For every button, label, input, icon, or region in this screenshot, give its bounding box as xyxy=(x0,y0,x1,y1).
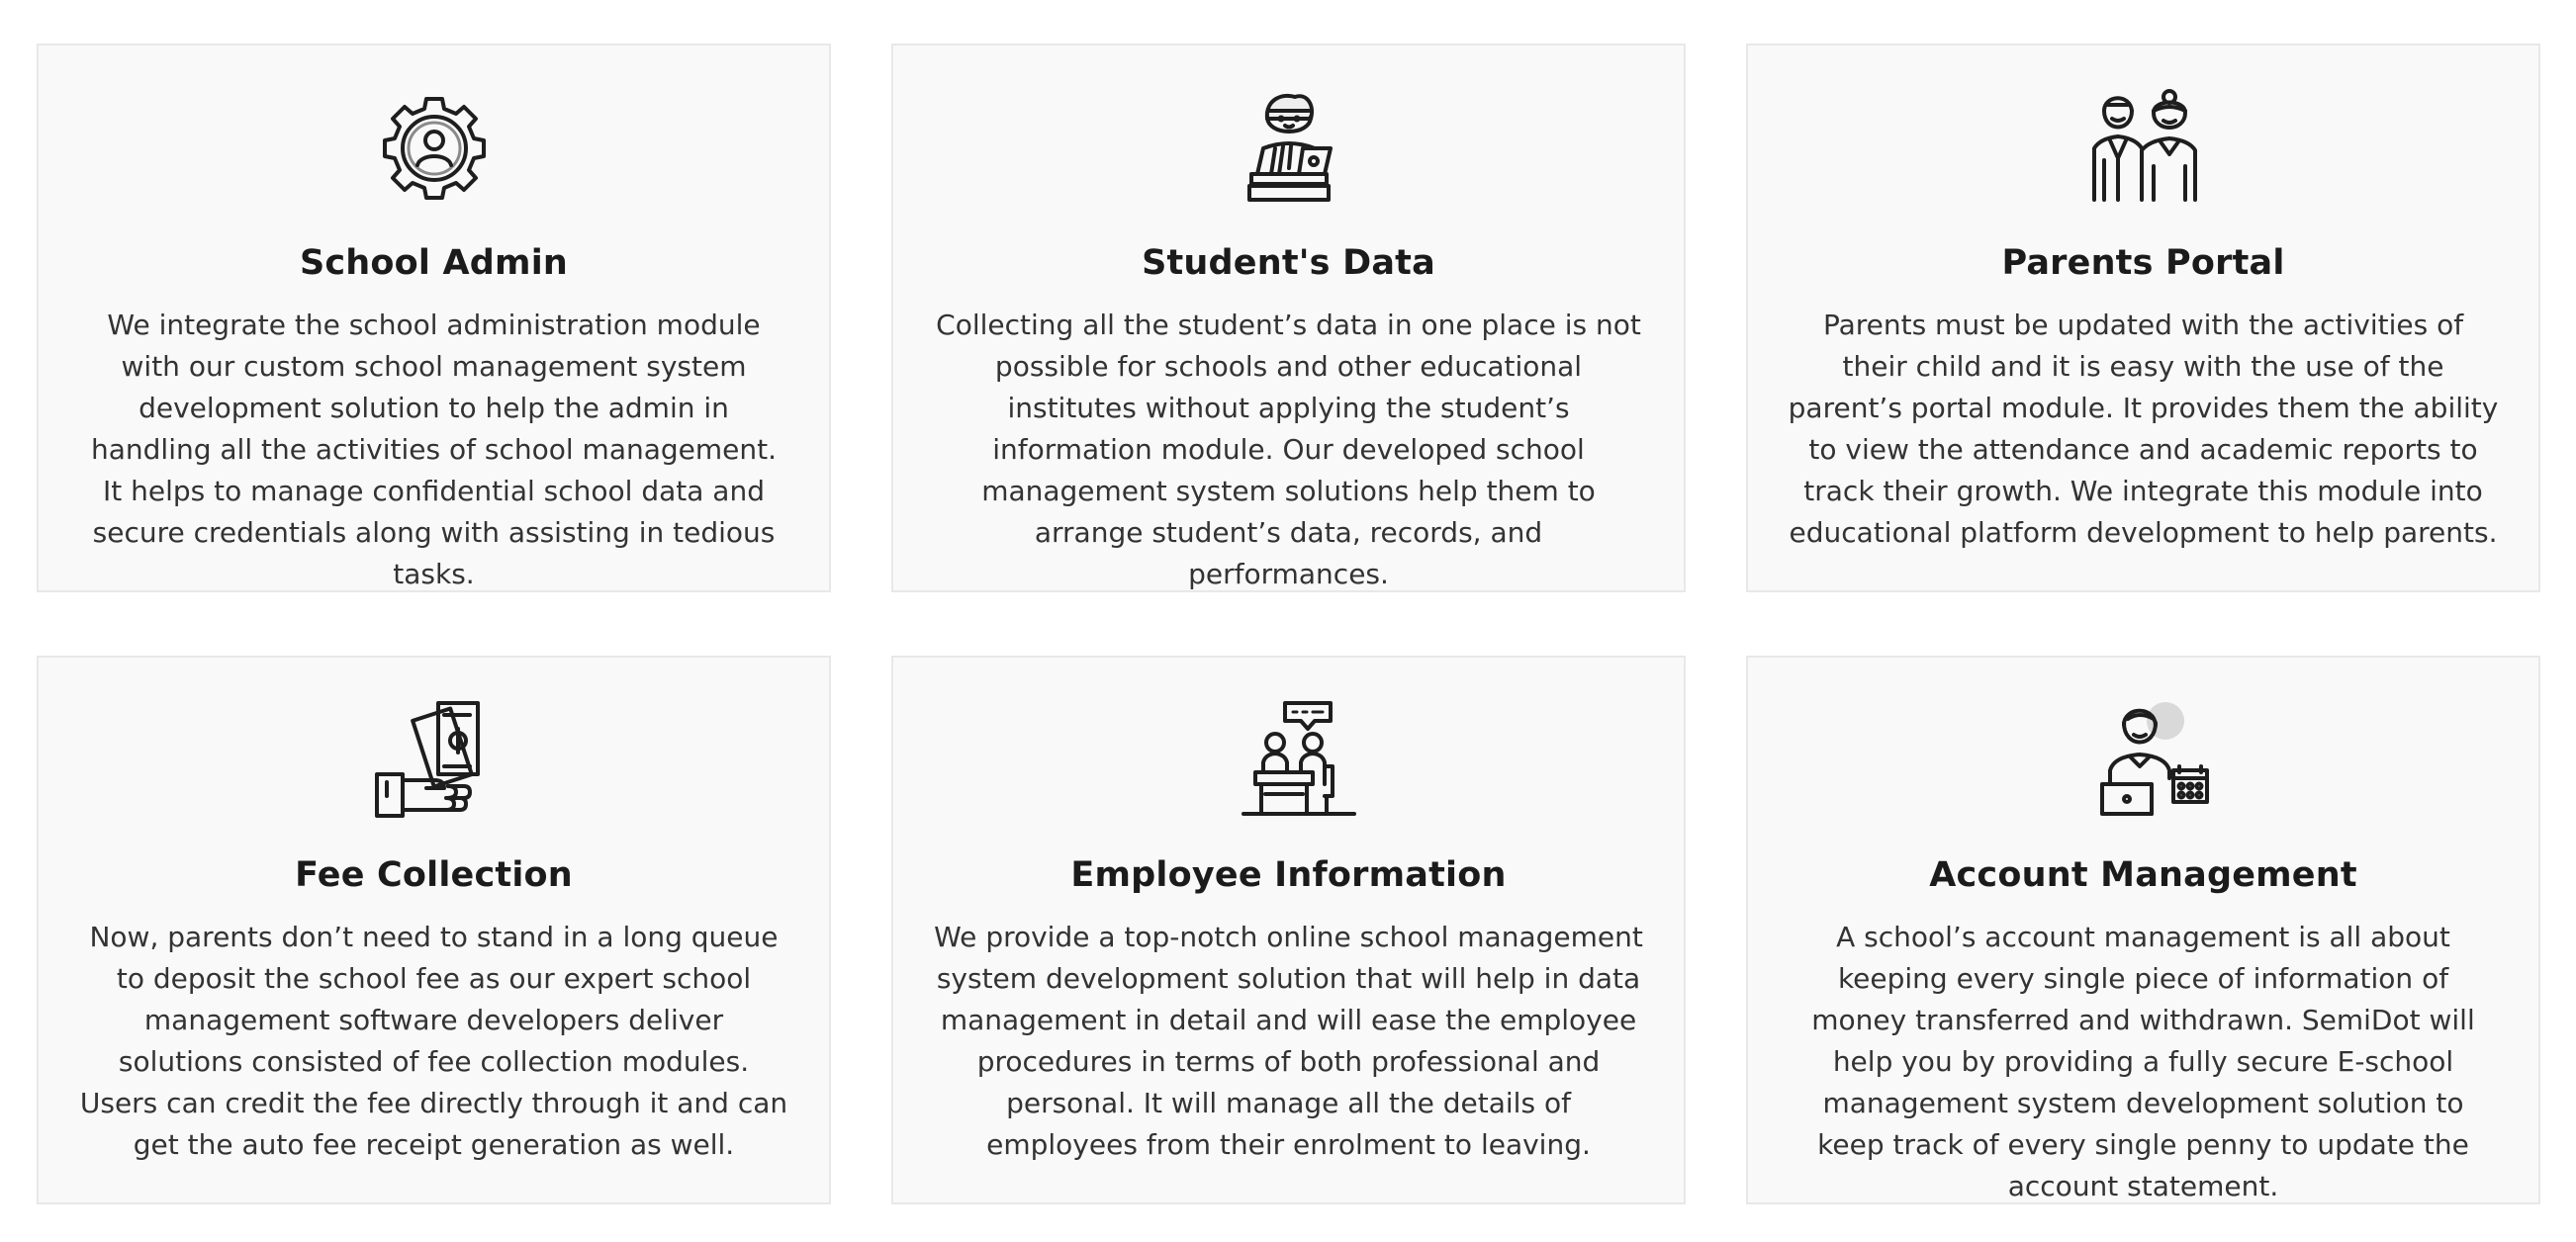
card-description: Now, parents don’t need to stand in a long queue to deposit the school fee as our expert school management software developers deliver solutions consisted of fee collection modules. Users can credit the fee directly through it and can get the auto fee receipt generation as well. xyxy=(79,921,788,1161)
card-title: Student's Data xyxy=(1142,243,1435,283)
card-title: Account Management xyxy=(1929,855,2357,895)
feature-card-fee-collection xyxy=(37,656,831,1204)
card-title: Employee Information xyxy=(1070,855,1507,895)
card-description: A school’s account management is all about keeping every single piece of information of money transferred and withdrawn. SemiDot will help you by providing a fully secure E-school management system development solution to keep track of every single penny to update the account statement. xyxy=(1811,921,2475,1202)
feature-card-students-data xyxy=(891,44,1686,592)
accountant-icon xyxy=(2074,701,2213,820)
gear-user-icon xyxy=(365,89,504,208)
card-description: We provide a top-notch online school management system development solution that will help in data management in detail and will ease the employee procedures in terms of both professional and personal. It will manage all the details of employees from their enrolment to leaving. xyxy=(934,921,1643,1161)
card-description: Collecting all the student’s data in one place is not possible for schools and other educational institutes without applying the student’s information module. Our developed school management system solutions help them to arrange student’s data, records, and performances. xyxy=(936,309,1641,590)
employee-meeting-icon xyxy=(1220,701,1358,820)
cash-hand-icon xyxy=(365,701,504,820)
feature-card-school-admin xyxy=(37,44,831,592)
parents-icon xyxy=(2074,89,2213,208)
card-title: Parents Portal xyxy=(2001,243,2285,283)
feature-card-employee-information xyxy=(891,656,1686,1204)
card-description: Parents must be updated with the activities of their child and it is easy with the use of the parent’s portal module. It provides them the ability to view the attendance and academic reports to track their growth. We integrate this module into educational platform development to help parents. xyxy=(1788,309,2499,549)
card-title: School Admin xyxy=(299,243,569,283)
feature-card-account-management xyxy=(1746,656,2540,1204)
card-description: We integrate the school administration module with our custom school management system development solution to help the admin in handling all the activities of school management. It helps to manage confidential school data and secure credentials along with assisting in tedious tasks. xyxy=(90,309,778,590)
feature-card-parents-portal xyxy=(1746,44,2540,592)
student-laptop-icon xyxy=(1220,89,1358,208)
card-title: Fee Collection xyxy=(295,855,573,895)
